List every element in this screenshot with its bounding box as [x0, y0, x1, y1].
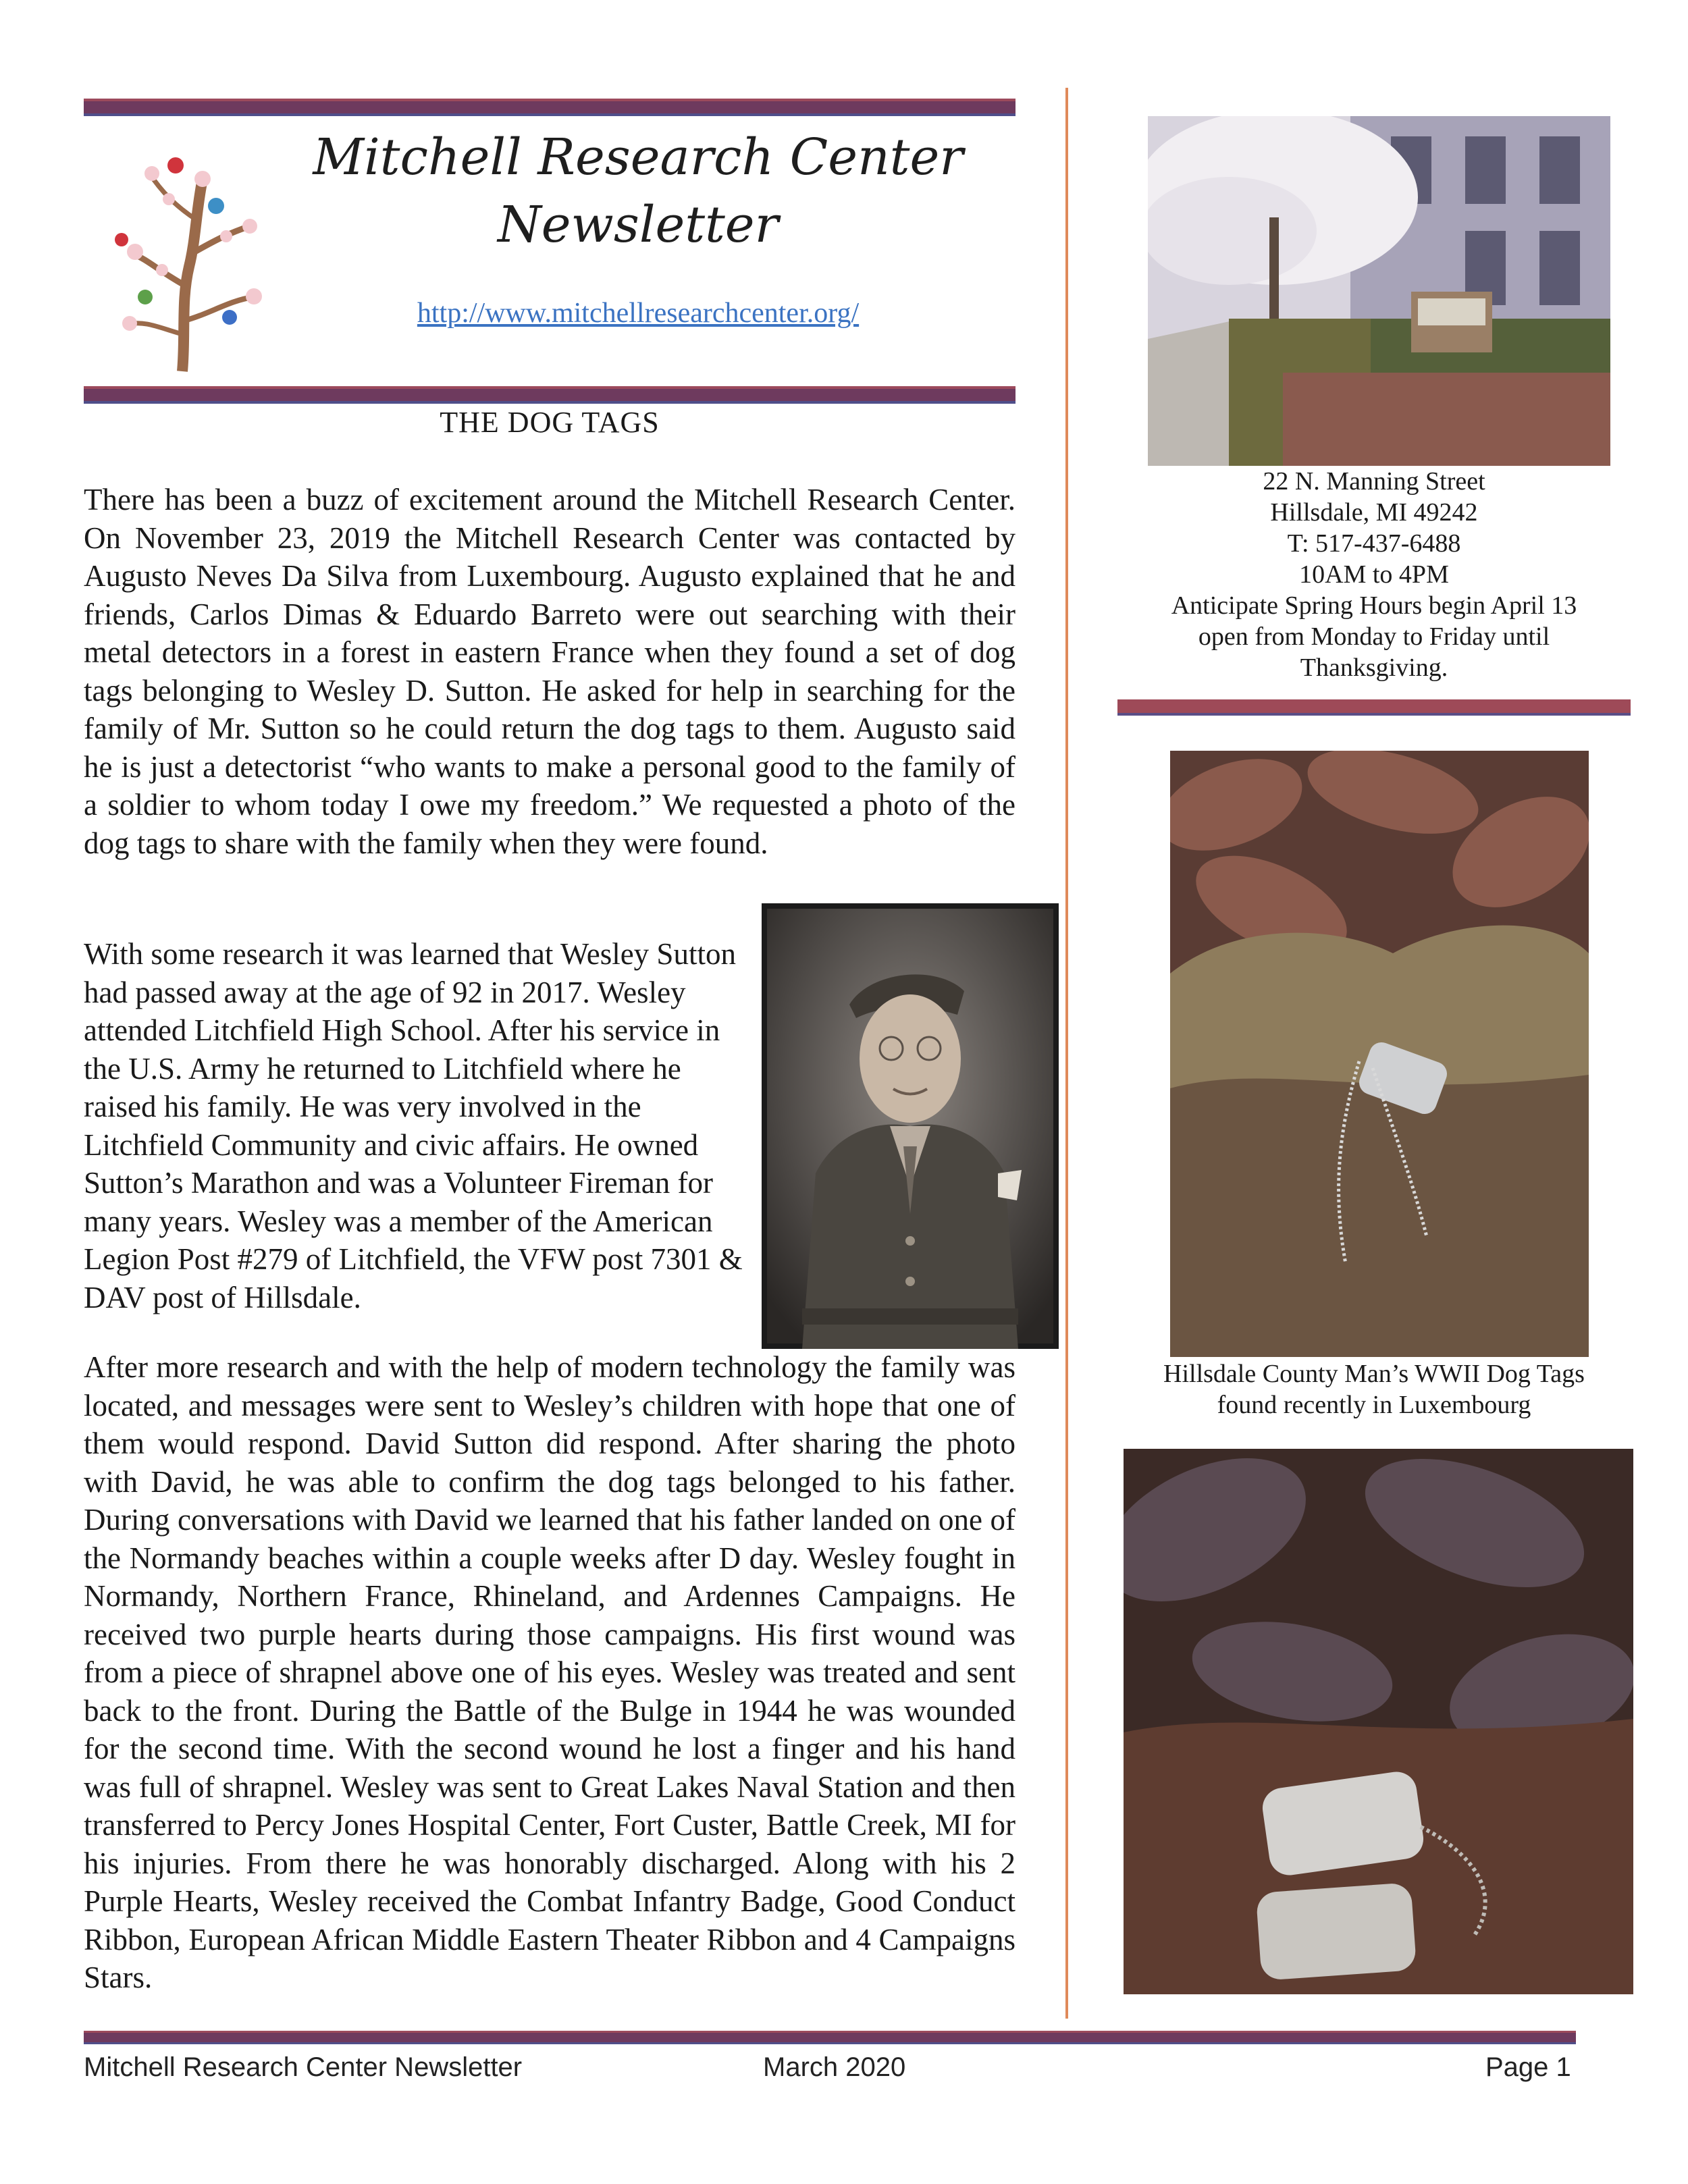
address-city: Hillsdale, MI 49242 [1270, 498, 1478, 527]
spring-hours-end: Thanksgiving. [1300, 654, 1448, 682]
dog-tags-caption [1114, 1358, 1634, 1420]
newsletter-title-line1: Mitchell Research Center [313, 128, 964, 186]
soldier-portrait-photo [762, 903, 1059, 1349]
column-divider [1065, 88, 1068, 2019]
address-hours: 10AM to 4PM [1299, 560, 1449, 589]
address-street: 22 N. Manning Street [1263, 467, 1485, 496]
header-bottom-rule [84, 386, 1016, 404]
dog-tags-caption-line2: found recently in Luxembourg [1217, 1391, 1531, 1419]
dog-tags-caption-line1: Hillsdale County Man’s WWII Dog Tags [1163, 1360, 1585, 1388]
spring-hours-days: open from Monday to Friday until [1198, 622, 1550, 651]
newsletter-title-line2: Newsletter [498, 196, 779, 254]
sidebar-rule [1117, 699, 1631, 716]
article-paragraph-2: With some research it was learned that Wesley Sutton had passed away at the age of 92 in 2017. Wesley attended Litchfield High School. After his service in the U.S. Army he returned to Litchfield where he raised his family. He was very involved in the Litchfield Community and civic affairs. He owned Sutton’s Marathon and was a Volunteer Fireman for many years. Wesley was a member of the American Legion Post #279 of Litchfield, the VFW post 7301 & DAV post of Hillsdale. [84, 937, 743, 1314]
footer-newsletter-name: Mitchell Research Center Newsletter [84, 2052, 523, 2082]
research-center-building-photo [1148, 116, 1610, 466]
website-link[interactable]: http://www.mitchellresearchcenter.org/ [417, 298, 860, 329]
spring-hours-notice: Anticipate Spring Hours begin April 13 [1171, 591, 1577, 620]
article-paragraph-3: After more research and with the help of modern technology the family was located, and messages were sent to Wesley’s children with hope that one of them would respond. David Sutton did respond. After sharing the photo with David, he was able to confirm the dog tags belonged to his father. During conversations with David we learned that his father landed on one of the Normandy beaches within a couple weeks after D day. Wesley fought in Normandy, Northern France, Rhineland, and Ardennes Campaigns. He received two purple hearts during those campaigns. His first wound was from a piece of shrapnel above one of his eyes. Wesley was treated and sent back to the front. During the Battle of the Bulge in 1944 he was wounded for the second time. With the second wound he lost a finger and his hand was full of shrapnel. Wesley was sent to Great Lakes Naval Station and then transferred to Percy Jones Hospital Center, Fort Custer, Battle Creek, MI for his injuries. From there he was honorably discharged. Along with his 2 Purple Hearts, Wesley received the Combat Infantry Badge, Good Conduct Ribbon, European African Middle Eastern Theater Ribbon and 4 Campaigns Stars. [84, 1350, 1016, 1994]
logo-tree-birds [95, 132, 290, 375]
footer-issue-date: March 2020 [763, 2052, 906, 2082]
footer-page-number: Page 1 [1485, 2052, 1571, 2082]
article-title: THE DOG TAGS [440, 406, 660, 439]
address-block [1114, 466, 1634, 683]
dog-tags-closeup-photo [1124, 1449, 1633, 1994]
address-phone: T: 517-437-6488 [1287, 529, 1461, 558]
dog-tags-in-dirt-photo [1170, 751, 1589, 1357]
article-paragraph-1: There has been a buzz of excitement around the Mitchell Research Center. On November 23, 2019 the Mitchell Research Center was contacted by Augusto Neves Da Silva from Luxembourg. Augusto explained that he and friends, Carlos Dimas & Eduardo Barreto were out searching with their metal detectors in a forest in eastern France when they found a set of dog tags belonging to Wesley D. Sutton. He asked for help in searching for the family of Mr. Sutton so he could return the dog tags to them. Augusto said he is just a detectorist “who wants to make a personal good to the family of a soldier to whom today I owe my freedom.” We requested a photo of the dog tags to share with the family when they were found. [84, 483, 1016, 860]
header-top-rule [84, 99, 1016, 116]
footer-rule [84, 2031, 1576, 2044]
